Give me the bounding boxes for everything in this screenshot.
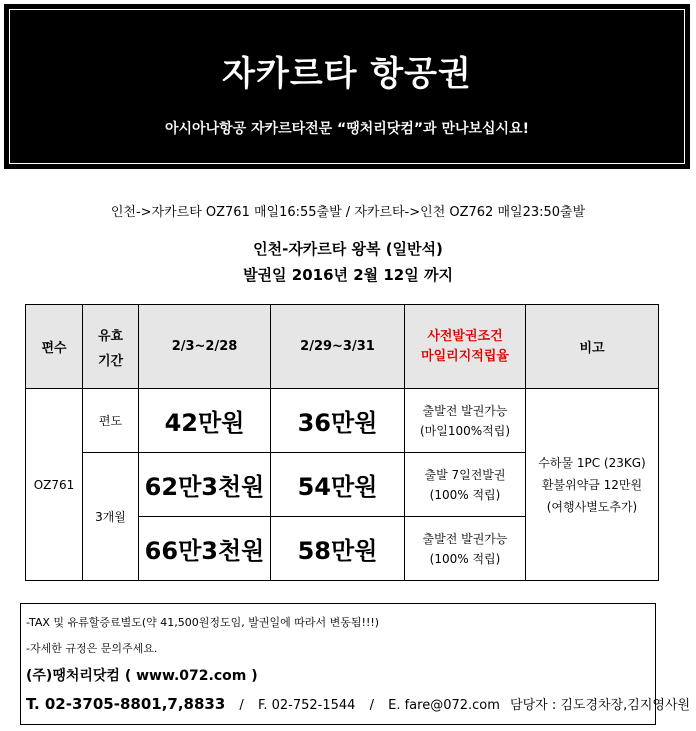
ticketing-deadline: 발권일 2016년 2월 12일 까지 bbox=[243, 266, 453, 284]
validity-oneway: 편도 bbox=[83, 389, 139, 453]
fare-oneway-period2: 36만원 bbox=[271, 389, 405, 453]
header-validity-line2: 기간 bbox=[97, 353, 124, 369]
header-validity-line1: 유효 bbox=[97, 328, 124, 344]
fare-3month-a-period1: 62만3천원 bbox=[139, 453, 271, 517]
remarks-baggage: 수하물 1PC (23KG) bbox=[538, 455, 646, 470]
condition-3month-a-line1: 출발 7일전발권 bbox=[424, 467, 506, 482]
header-condition-line1: 사전발권조건 bbox=[427, 328, 503, 344]
validity-3month: 3개월 bbox=[83, 453, 139, 581]
fare-table bbox=[25, 304, 659, 581]
contact-person: 담당자 : 김도경차장,김지영사원 bbox=[510, 698, 691, 713]
condition-oneway bbox=[405, 389, 526, 453]
fare-3month-b-period2: 58만원 bbox=[271, 517, 405, 581]
fare-oneway-period1: 42만원 bbox=[139, 389, 271, 453]
table-header-row bbox=[26, 305, 659, 389]
header-remarks: 비고 bbox=[526, 305, 659, 389]
banner-subtitle: 아시아나항공 자카르타전문 “땡처리닷컴”과 만나보십시요! bbox=[165, 121, 529, 137]
header-flight: 편수 bbox=[26, 305, 83, 389]
header-condition bbox=[405, 305, 526, 389]
condition-oneway-line2: (마일100%적립) bbox=[419, 423, 511, 438]
condition-3month-b-line1: 출발전 발권가능 bbox=[422, 531, 508, 546]
phone-number: T. 02-3705-8801,7,8833 bbox=[26, 695, 226, 713]
route-headline: 인천-자카르타 왕복 (일반석) bbox=[253, 240, 443, 258]
header-validity bbox=[83, 305, 139, 389]
table-row bbox=[26, 389, 659, 453]
header-period-1: 2/3~2/28 bbox=[139, 305, 271, 389]
info-box bbox=[20, 603, 691, 725]
email-address: E. fare@072.com bbox=[388, 698, 500, 713]
fare-3month-a-period2: 54만원 bbox=[271, 453, 405, 517]
tax-note: -TAX 및 유류할증료별도(약 41,500원정도임, 발권일에 따라서 변동됨!!!) bbox=[26, 616, 380, 629]
condition-3month-b bbox=[405, 517, 526, 581]
remarks-refund-penalty: 환불위약금 12만원 bbox=[541, 477, 643, 492]
flight-number: OZ761 bbox=[26, 389, 83, 581]
company-name: (주)땡처리닷컴 ( www.072.com ) bbox=[26, 668, 258, 684]
condition-oneway-line1: 출발전 발권가능 bbox=[422, 403, 508, 418]
header-period-2: 2/29~3/31 bbox=[271, 305, 405, 389]
title-banner bbox=[5, 5, 689, 168]
banner-title: 자카르타 항공권 bbox=[222, 54, 472, 94]
separator: / bbox=[369, 698, 374, 713]
condition-3month-a bbox=[405, 453, 526, 517]
fax-number: F. 02-752-1544 bbox=[257, 698, 356, 713]
condition-3month-a-line2: (100% 적립) bbox=[429, 487, 501, 502]
contact-line bbox=[26, 694, 690, 713]
fare-3month-b-period1: 66만3천원 bbox=[139, 517, 271, 581]
route-schedule: 인천->자카르타 OZ761 매일16:55출발 / 자카르타->인천 OZ762 매일23:50출발 bbox=[110, 205, 586, 220]
remarks-agency-fee: (여행사별도추가) bbox=[546, 499, 638, 514]
condition-3month-b-line2: (100% 적립) bbox=[429, 551, 501, 566]
remarks-cell bbox=[526, 389, 659, 581]
inquiry-note: -자세한 규정은 문의주세요. bbox=[26, 642, 158, 655]
separator: / bbox=[239, 698, 244, 713]
header-condition-line2: 마일리지적립율 bbox=[421, 348, 509, 364]
